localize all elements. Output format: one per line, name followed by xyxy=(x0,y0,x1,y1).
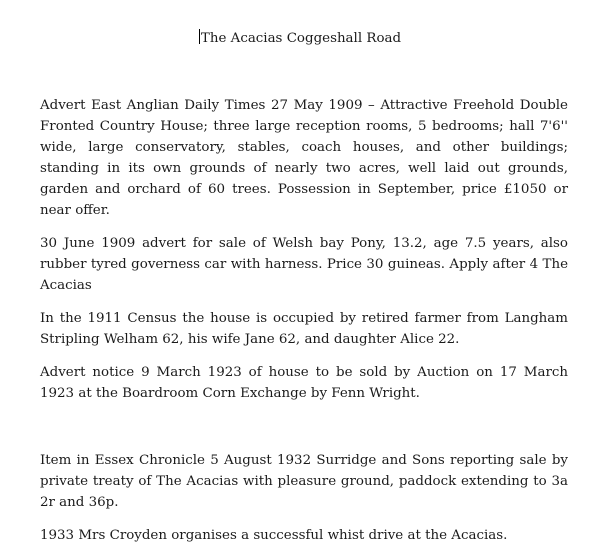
paragraph-essex-chronicle-1932: Item in Essex Chronicle 5 August 1932 Surridge and Sons reporting sale by private treaty of The Acacias with pleasure ground, paddock extending to 3a 2r and 36p. xyxy=(40,453,568,510)
text-cursor xyxy=(199,29,200,44)
paragraph-advert-1909: Advert East Anglian Daily Times 27 May 1909 – Attractive Freehold Double Fronted Country House; three large reception rooms, 5 bedrooms; hall 7'6'' wide, large conservatory, stables, coach houses, and other buildings; standing in its own grounds of nearly two acres, well laid out grounds, garden and orchard of 60 trees. Possession in September, price £1050 or near offer. xyxy=(40,98,568,218)
document-title xyxy=(0,28,600,49)
paragraph-census-1911: In the 1911 Census the house is occupied by retired farmer from Langham Stripling Welham 62, his wife Jane 62, and daughter Alice 22. xyxy=(40,311,568,347)
paragraph-auction-1923: Advert notice 9 March 1923 of house to be sold by Auction on 17 March 1923 at the Boardroom Corn Exchange by Fenn Wright. xyxy=(40,365,568,401)
blank-line xyxy=(40,416,568,450)
document-title-text: The Acacias Coggeshall Road xyxy=(200,31,402,46)
document-body xyxy=(40,95,568,558)
paragraph-whist-drive-1933: 1933 Mrs Croyden organises a successful whist drive at the Acacias. xyxy=(40,528,508,543)
paragraph-pony-advert: 30 June 1909 advert for sale of Welsh bay Pony, 13.2, age 7.5 years, also rubber tyred governess car with harness. Price 30 guineas. Apply after 4 The Acacias xyxy=(40,236,568,293)
